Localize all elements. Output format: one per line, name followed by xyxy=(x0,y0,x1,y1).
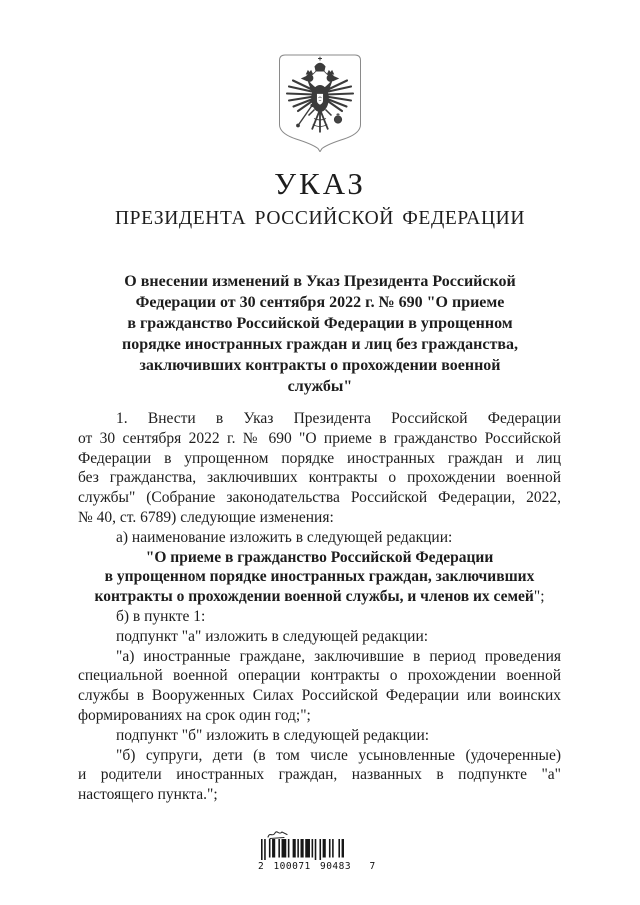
heading-line: заключивших контракты о прохождении военной xyxy=(139,357,501,374)
body-line: специальной военной операции контракты о прохождении военной xyxy=(78,667,561,685)
body-line: "а) иностранные граждане, заключившие в период проведения xyxy=(116,647,561,665)
body-line: б) в пункте 1: xyxy=(116,607,206,625)
document-subtitle: ПРЕЗИДЕНТА РОССИЙСКОЙ ФЕДЕРАЦИИ xyxy=(114,208,526,229)
body-line: в упрощенном порядке иностранных граждан, заключивших xyxy=(104,568,535,586)
decree-heading xyxy=(90,271,550,397)
body-line: и родители иностранных граждан, названных в подпункте "а" xyxy=(78,766,561,784)
heading-line: Федерации от 30 сентября 2022 г. № 690 "О приеме xyxy=(135,294,505,311)
body-line: формированиях на срок один год;"; xyxy=(78,706,311,724)
heading-line: порядке иностранных граждан и лиц без гражданства, xyxy=(122,336,518,353)
line-tail: "; xyxy=(533,588,545,606)
body-line: а) наименование изложить в следующей редакции: xyxy=(116,528,453,546)
body-line: 1. Внести в Указ Президента Российской Федерации xyxy=(116,410,561,427)
heading-line: в гражданство Российской Федерации в упрощенном xyxy=(127,315,513,332)
body-line: подпункт "а" изложить в следующей редакции: xyxy=(116,627,429,645)
document-title: УКАЗ xyxy=(274,166,366,201)
heading-line: службы" xyxy=(287,378,353,395)
body-line: от 30 сентября 2022 г. № 690 "О приеме в гражданство Российской xyxy=(78,429,561,447)
body-line: № 40, ст. 6789) следующие изменения: xyxy=(78,508,334,526)
body-line: "О приеме в гражданство Российской Федерации xyxy=(145,548,494,566)
body-line: подпункт "б" изложить в следующей редакции: xyxy=(116,726,430,744)
body-line: Федерации в упрощенном порядке иностранных граждан и лиц xyxy=(78,449,561,467)
barcode-image xyxy=(260,839,344,861)
body-line: службы в Вооруженных Силах Российской Федерации или воинских xyxy=(78,687,561,705)
russian-coat-of-arms-icon xyxy=(278,53,362,152)
body-line: без гражданства, заключивших контракты о прохождении военной xyxy=(78,469,561,487)
body-line: "б) супруги, дети (в том числе усыновленные (удочеренные) xyxy=(116,746,561,764)
body-line: контракты о прохождении военной службы, и членов их семей"; xyxy=(94,588,545,606)
body-line: службы" (Собрание законодательства Российской Федерации, 2022, xyxy=(78,489,561,507)
decree-body xyxy=(78,409,561,805)
body-line: настоящего пункта."; xyxy=(78,786,218,804)
heading-line: О внесении изменений в Указ Президента Российской xyxy=(124,273,516,290)
barcode-digits: 2 100071 90483 7 xyxy=(258,861,376,872)
